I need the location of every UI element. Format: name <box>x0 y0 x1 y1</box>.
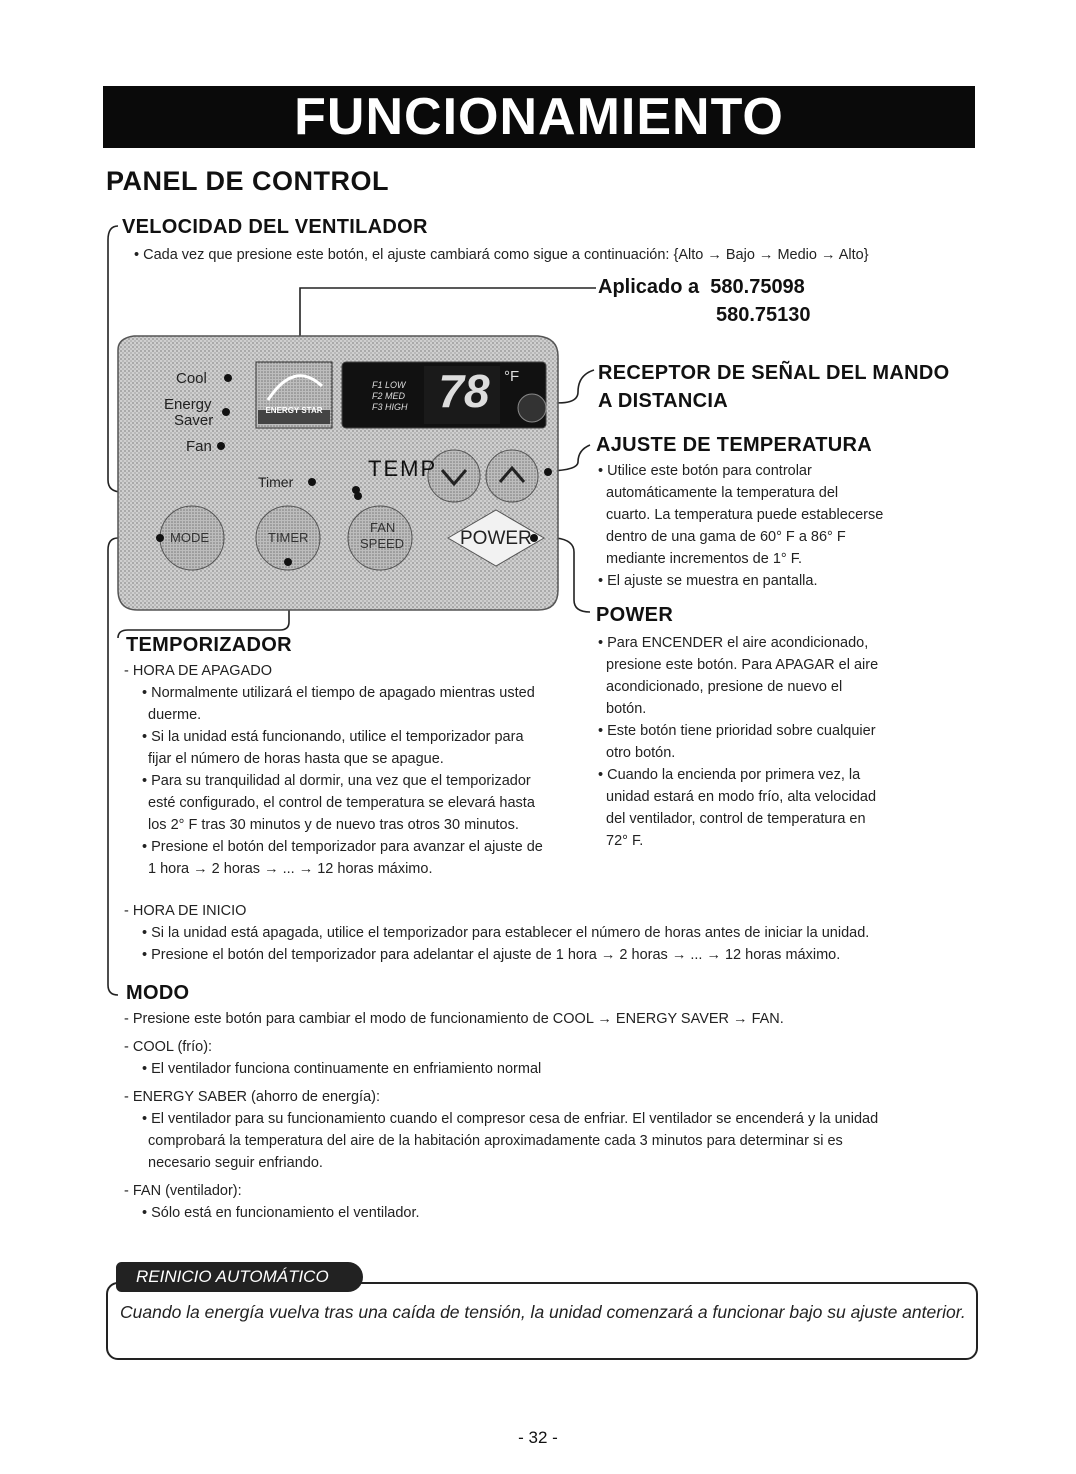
cool-bullet: • El ventilador funciona continuamente en enfriamiento normal <box>136 1058 974 1080</box>
power-bullet-2-line2: otro botón. <box>606 745 676 761</box>
modo-title: MODO <box>126 982 190 1004</box>
power-bullet-3-line3: del ventilador, control de temperatura en <box>606 811 866 827</box>
ajuste-bullet-1-line3: cuarto. La temperatura puede establecerse <box>606 507 884 523</box>
auto-restart-text: Cuando la energía vuelva tras una caída de tensión, la unidad comenzará a funcionar bajo su ajuste anterior. <box>120 1302 966 1322</box>
receptor-title-line2: A DISTANCIA <box>598 390 728 412</box>
off-bullet-2-line2: fijar el número de horas hasta que se apague. <box>148 751 444 767</box>
modo-text <box>124 1008 974 1224</box>
auto-restart-tag: REINICIO AUTOMÁTICO <box>116 1262 363 1292</box>
power-text <box>592 632 972 852</box>
ajuste-bullet-1-line4: dentro de una gama de 60° F a 86° F <box>606 529 846 545</box>
section-title: PANEL DE CONTROL <box>106 166 390 196</box>
ajuste-text <box>592 460 972 592</box>
power-bullet-1-line3: acondicionado, presione de nuevo el <box>606 679 843 695</box>
panel-saver-label: Saver <box>174 412 214 429</box>
control-panel-illustration <box>108 290 568 620</box>
model-number-1: 580.75098 <box>710 276 805 298</box>
off-bullet-3-line3: los 2° F tras 30 minutos y de nuevo tras otros 30 minutos. <box>148 817 519 833</box>
ajuste-bullet-1-line5: mediante incrementos de 1° F. <box>606 551 803 567</box>
hora-inicio-title: - HORA DE INICIO <box>124 903 247 919</box>
off-bullet-1: • Normalmente utilizará el tiempo de apagado mientras usted <box>136 682 594 704</box>
modo-intro: - Presione este botón para cambiar el modo de funcionamiento de COOL → ENERGY SAVER → FAN. <box>124 1011 784 1027</box>
power-bullet-1-line2: presione este botón. Para APAGAR el aire <box>606 657 879 673</box>
on-bullet-1: • Si la unidad está apagada, utilice el temporizador para establecer el número de horas antes de iniciar la unidad. <box>136 922 974 944</box>
energy-saver-bullet-line3: necesario seguir enfriando. <box>148 1155 323 1171</box>
power-title: POWER <box>596 604 674 626</box>
power-bullet-1: • Para ENCENDER el aire acondicionado, <box>592 632 972 654</box>
ajuste-bullet-2: • El ajuste se muestra en pantalla. <box>592 570 972 592</box>
mode-button[interactable]: MODE <box>170 530 209 545</box>
off-bullet-1-line2: duerme. <box>148 707 202 723</box>
model-number-2: 580.75130 <box>716 304 811 326</box>
fan-speed-button-line2[interactable]: SPEED <box>360 536 405 551</box>
temporizador-off-text <box>124 660 594 880</box>
off-bullet-3-line2: esté configurado, el control de temperatura se elevará hasta <box>148 795 535 811</box>
velocidad-text <box>128 244 988 266</box>
velocidad-bullet: • Cada vez que presione este botón, el ajuste cambiará como sigue a continuación: {Alto → Bajo → Medio → Alto} <box>128 244 988 266</box>
panel-fan-label: Fan <box>186 438 212 455</box>
applied-prefix: Aplicado a <box>598 276 700 298</box>
fan-speed-low: F1 LOW <box>372 380 406 390</box>
fan-speed-high: F3 HIGH <box>372 402 408 412</box>
power-bullet-2: • Este botón tiene prioridad sobre cualquier <box>592 720 972 742</box>
ajuste-bullet-1: • Utilice este botón para controlar <box>592 460 972 482</box>
ajuste-title: AJUSTE DE TEMPERATURA <box>596 434 872 456</box>
power-bullet-3-line4: 72° F. <box>606 833 644 849</box>
cool-title: - COOL (frío): <box>124 1039 213 1055</box>
energy-star-label: ENERGY STAR <box>265 406 323 415</box>
off-bullet-4-line2: 1 hora → 2 horas → ... → 12 horas máximo. <box>148 861 433 877</box>
panel-energy-label: Energy <box>164 396 212 413</box>
hora-apagado-title: - HORA DE APAGADO <box>124 663 272 679</box>
panel-cool-label: Cool <box>176 370 207 387</box>
temporizador-title: TEMPORIZADOR <box>126 634 292 656</box>
temperature-display: 78 <box>438 365 490 417</box>
on-bullet-2: • Presione el botón del temporizador para adelantar el ajuste de 1 hora → 2 horas → ... → 12 horas máximo. <box>136 944 974 966</box>
fan-bullet: • Sólo está en funcionamiento el ventilador. <box>136 1202 974 1224</box>
fan-speed-button-line1[interactable]: FAN <box>370 520 396 535</box>
power-button[interactable]: POWER <box>460 528 532 549</box>
energy-saver-bullet: • El ventilador para su funcionamiento cuando el compresor cesa de enfriar. El ventilador se encenderá y la unidad <box>136 1108 974 1130</box>
power-bullet-3: • Cuando la encienda por primera vez, la <box>592 764 972 786</box>
timer-button[interactable]: TIMER <box>268 530 309 545</box>
power-bullet-1-line4: botón. <box>606 701 647 717</box>
temperature-unit: °F <box>504 368 520 385</box>
energy-saver-bullet-line2: comprobará la temperatura del aire de la habitación aproximadamente cada 3 minutos para determinar si es <box>148 1133 843 1149</box>
power-bullet-3-line2: unidad estará en modo frío, alta velocidad <box>606 789 877 805</box>
off-bullet-4: • Presione el botón del temporizador para avanzar el ajuste de <box>136 836 594 858</box>
receptor-title-line1: RECEPTOR DE SEÑAL DEL MANDO <box>598 362 950 384</box>
panel-temp-label: TEMP <box>368 456 438 481</box>
panel-timer-label: Timer <box>258 474 294 490</box>
off-bullet-2: • Si la unidad está funcionando, utilice el temporizador para <box>136 726 594 748</box>
temporizador-on-text <box>124 900 974 966</box>
fan-title: - FAN (ventilador): <box>124 1183 242 1199</box>
energy-saver-title: - ENERGY SABER (ahorro de energía): <box>124 1089 381 1105</box>
page-number: - 32 - <box>518 1428 558 1447</box>
page-banner: FUNCIONAMIENTO <box>103 86 975 148</box>
off-bullet-3: • Para su tranquilidad al dormir, una vez que el temporizador <box>136 770 594 792</box>
applied-label <box>598 276 805 299</box>
velocidad-title: VELOCIDAD DEL VENTILADOR <box>122 216 428 238</box>
fan-speed-med: F2 MED <box>372 391 406 401</box>
ajuste-bullet-1-line2: automáticamente la temperatura del <box>606 485 839 501</box>
